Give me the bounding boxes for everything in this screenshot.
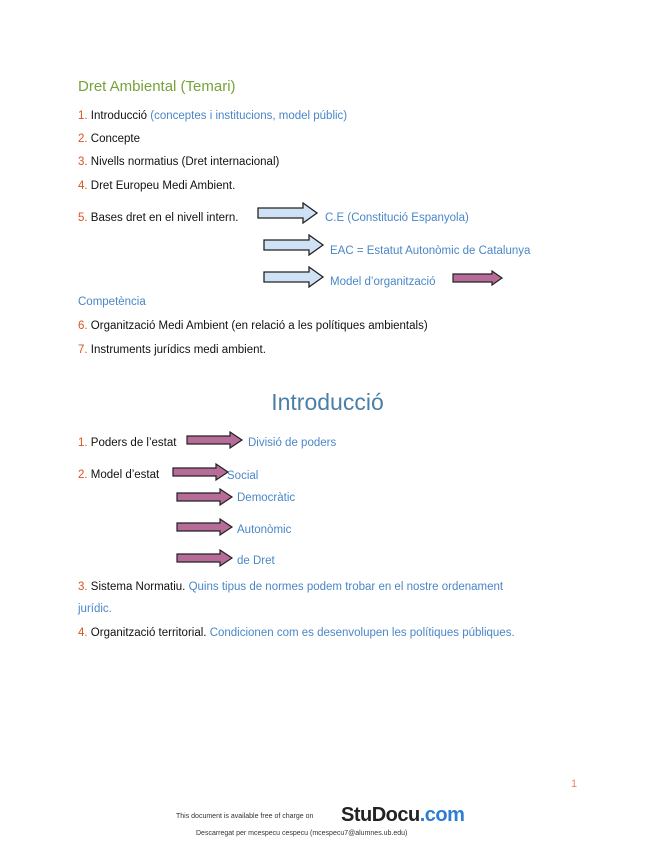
arrow-right-icon [257,202,319,224]
studocu-logo[interactable] [341,804,464,827]
temari-item-4 [78,180,235,192]
arrow-right-icon [176,488,234,506]
arrow-right-icon [176,549,234,567]
base-model: Model d’organització [330,276,436,288]
base-eac: EAC = Estatut Autonòmic de Catalunya [330,245,531,257]
intro-heading: Introducció [271,389,384,415]
item-number: 2. [78,469,88,481]
model-social: Social [227,470,259,482]
item-number: 3. [78,581,88,593]
item-text: Bases dret en el nivell intern. [90,212,239,224]
temari-item-5 [78,212,238,224]
item-note: (conceptes i institucions, model públic) [150,110,348,122]
item-number: 4. [78,627,88,639]
item-note-continued: jurídic. [78,603,112,615]
item-number: 1. [78,110,88,122]
arrow-right-icon [452,270,504,286]
intro-note-divisio: Divisió de poders [248,437,337,449]
arrow-right-icon [263,234,325,256]
arrow-right-icon [172,463,230,481]
temari-item-3 [78,156,279,168]
item-number: 1. [78,437,88,449]
item-text: Model d’estat [90,469,160,481]
model-democratic: Democràtic [237,492,296,504]
item-text: Concepte [90,133,141,145]
item-number: 2. [78,133,88,145]
temari-item-1 [78,110,347,122]
intro-item-3 [78,581,503,593]
temari-item-6 [78,320,428,332]
intro-item-1 [78,437,176,449]
model-dret: de Dret [237,555,275,567]
item-text: Organització territorial. [90,627,207,639]
item-number: 7. [78,344,88,356]
base-ce: C.E (Constitució Espanyola) [325,212,469,224]
item-number: 4. [78,180,88,192]
arrow-right-icon [263,266,325,288]
item-text: Instruments jurídics medi ambient. [90,344,266,356]
item-text: Introducció [90,110,148,122]
temari-title: Dret Ambiental (Temari) [78,78,236,95]
arrow-right-icon [186,431,244,449]
model-autonomic: Autonòmic [237,524,292,536]
item-text: Dret Europeu Medi Ambient. [90,180,236,192]
temari-item-7 [78,344,266,356]
footer-download-text: Descarregat per mcespecu cespecu (mcespecu7@alumnes.ub.edu) [196,830,408,837]
item-number: 5. [78,212,88,224]
arrow-right-icon [176,518,234,536]
item-note: Condicionen com es desenvolupen les polítiques públiques. [209,627,515,639]
footer-available-text: This document is available free of charge on [176,813,314,820]
intro-item-2 [78,469,159,481]
competencia-label: Competència [78,296,146,308]
intro-item-4 [78,627,515,639]
item-text: Sistema Normatiu. [90,581,186,593]
logo-domain: .com [419,804,465,826]
item-number: 3. [78,156,88,168]
item-text: Poders de l’estat [90,437,177,449]
item-note: Quins tipus de normes podem trobar en el nostre ordenament [188,581,504,593]
logo-text: StuDocu [341,804,420,826]
temari-item-2 [78,133,140,145]
item-number: 6. [78,320,88,332]
item-text: Nivells normatius (Dret internacional) [90,156,280,168]
item-text: Organització Medi Ambient (en relació a les polítiques ambientals) [90,320,428,332]
page-number: 1 [571,778,578,790]
